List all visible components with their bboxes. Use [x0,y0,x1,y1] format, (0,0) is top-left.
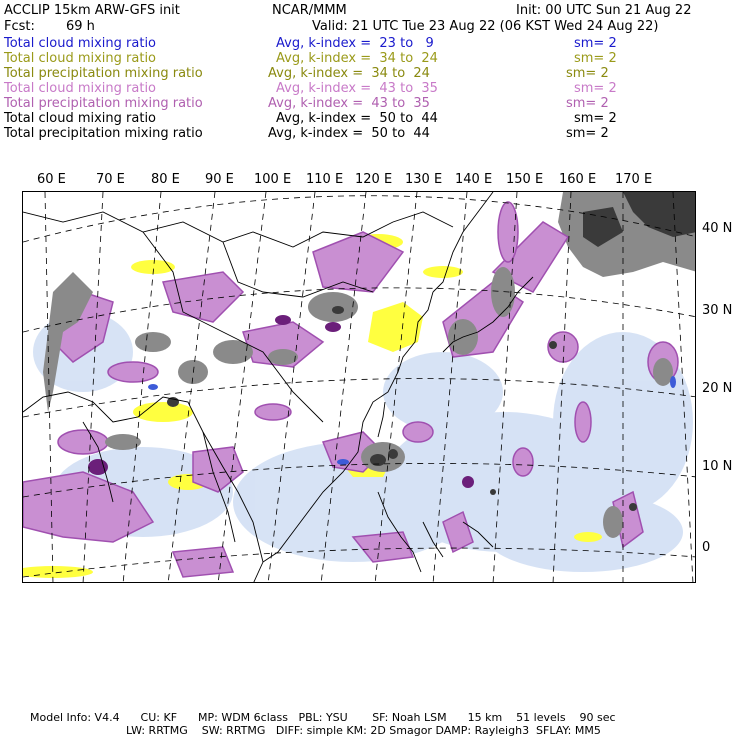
lat-label: 20 N [702,381,733,396]
lon-label: 80 E [151,172,180,187]
forecast-map [22,191,696,583]
lon-label: 170 E [615,172,653,187]
forecast-label: Fcst: [4,19,35,34]
lon-label: 160 E [559,172,597,187]
lat-label: 0 [702,540,711,555]
legend-row [4,36,156,51]
legend-field: Total cloud mixing ratio [4,36,157,51]
legend-row [4,66,203,81]
legend-field: Total cloud mixing ratio [4,51,157,66]
organization-label: NCAR/MMM [272,3,347,18]
legend-sm: sm= 2 [574,81,617,96]
legend-field: Total precipitation mixing ratio [4,66,203,81]
legend-row [4,96,203,111]
lon-label: 120 E [355,172,393,187]
lon-label: 140 E [455,172,493,187]
legend-sm: sm= 2 [566,126,609,141]
lon-label: 150 E [506,172,544,187]
lat-label: 30 N [702,303,733,318]
lon-label: 100 E [254,172,292,187]
lon-label: 70 E [96,172,125,187]
legend-row [4,51,156,66]
forecast-hour: 69 h [66,19,95,34]
model-title: ACCLIP 15km ARW-GFS init [4,3,180,18]
legend-field: Total cloud mixing ratio [4,111,157,126]
lat-label: 10 N [702,459,733,474]
legend-field: Total precipitation mixing ratio [4,96,203,111]
legend-field: Total precipitation mixing ratio [4,126,203,141]
lat-label: 40 N [702,221,733,236]
lon-label: 90 E [205,172,234,187]
model-info-line1: Model Info: V4.4 CU: KF MP: WDM 6class PBL: YSU SF: Noah LSM 15 km 51 levels 90 sec [30,711,616,724]
legend-avg: Avg, k-index = 43 to 35 [268,96,430,111]
legend-sm: sm= 2 [574,111,617,126]
lon-label: 110 E [306,172,344,187]
lon-label: 130 E [405,172,443,187]
legend-row [4,126,203,141]
legend-avg: Avg, k-index = 50 to 44 [276,111,438,126]
valid-time: Valid: 21 UTC Tue 23 Aug 22 (06 KST Wed 24 Aug 22) [312,19,659,34]
legend-field: Total cloud mixing ratio [4,81,157,96]
legend-avg: Avg, k-index = 34 to 24 [268,66,430,81]
legend-avg: Avg, k-index = 34 to 24 [276,51,438,66]
legend-sm: sm= 2 [574,51,617,66]
model-info-line2: LW: RRTMG SW: RRTMG DIFF: simple KM: 2D Smagor DAMP: Rayleigh3 SFLAY: MM5 [126,724,601,737]
legend-row [4,111,156,126]
legend-sm: sm= 2 [566,96,609,111]
legend-sm: sm= 2 [574,36,617,51]
init-time: Init: 00 UTC Sun 21 Aug 22 [516,3,692,18]
legend-row [4,81,156,96]
legend-sm: sm= 2 [566,66,609,81]
lon-label: 60 E [37,172,66,187]
legend-avg: Avg, k-index = 23 to 9 [276,36,434,51]
legend-avg: Avg, k-index = 50 to 44 [268,126,430,141]
legend-avg: Avg, k-index = 43 to 35 [276,81,438,96]
map-canvas [23,192,696,583]
